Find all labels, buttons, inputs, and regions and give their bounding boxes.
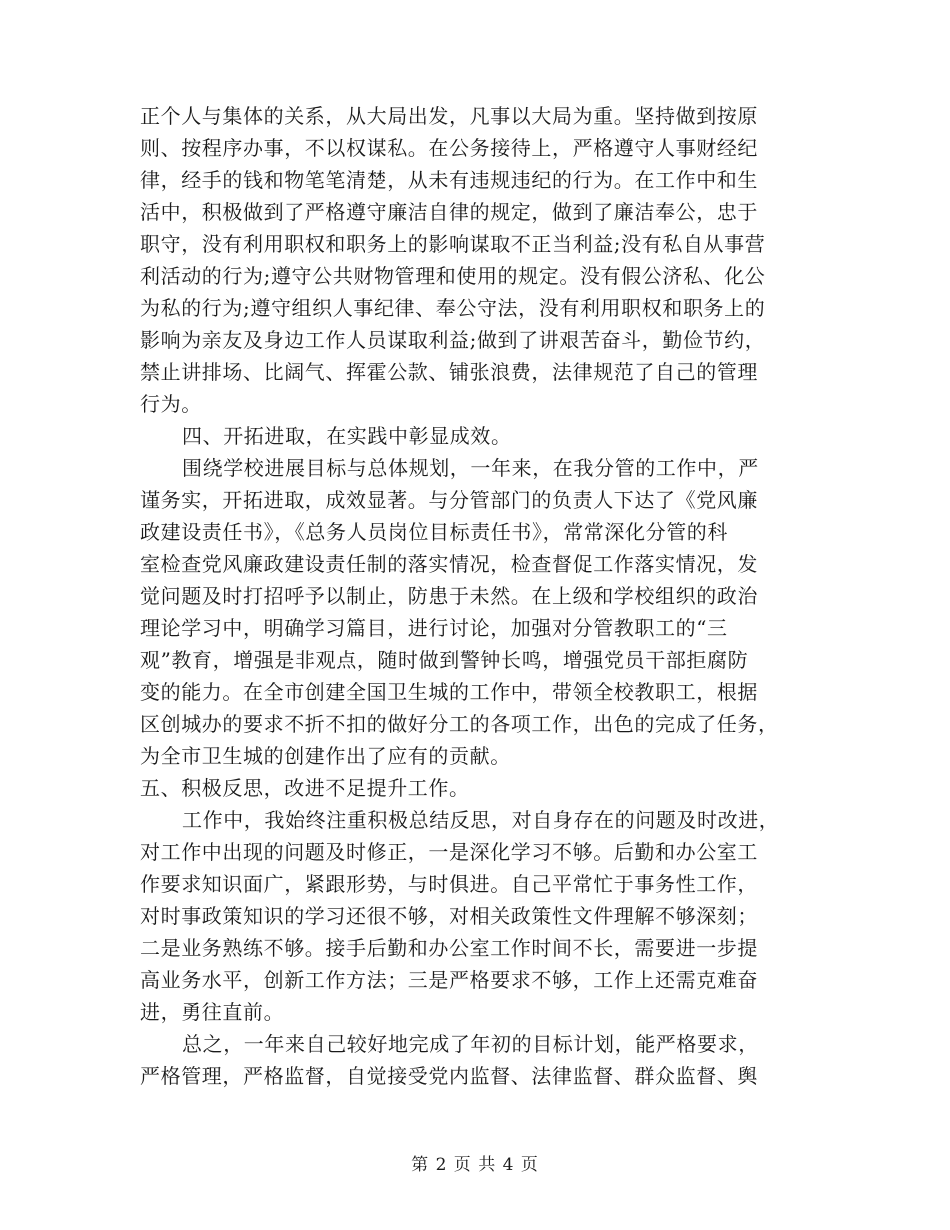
text-line: 对工作中出现的问题及时修正，一是深化学习不够。后勤和办公室工 (140, 840, 758, 864)
text-line: 职守，没有利用职权和职务上的影响谋取不正当利益;没有私自从事营 (140, 232, 766, 256)
text-line: 律，经手的钱和物笔笔清楚，从未有违规违纪的行为。在工作中和生 (140, 168, 758, 192)
text-line: 变的能力。在全市创建全国卫生城的工作中，带领全校教职工，根据 (140, 680, 758, 704)
page-footer: 第 2 页 共 4 页 (411, 1155, 539, 1175)
text-line: 行为。 (140, 392, 202, 416)
text-line: 二是业务熟练不够。接手后勤和办公室工作时间不长，需要进一步提 (140, 936, 758, 960)
text-line: 室检查党风廉政建设责任制的落实情况，检查督促工作落实情况，发 (140, 552, 758, 576)
text-line: 围绕学校进展目标与总体规划，一年来，在我分管的工作中，严 (182, 456, 759, 480)
text-line: 活中，积极做到了严格遵守廉洁自律的规定，做到了廉洁奉公，忠于 (140, 200, 758, 224)
text-line: 四、开拓进取，在实践中彰显成效。 (182, 424, 512, 448)
document-body (140, 100, 810, 1092)
text-line: 理论学习中，明确学习篇目，进行讨论，加强对分管教职工的“三 (140, 616, 728, 640)
text-line: 利活动的行为;遵守公共财物管理和使用的规定。没有假公济私、化公 (140, 264, 766, 288)
text-line: 观”教育，增强是非观点，随时做到警钟长鸣，增强党员干部拒腐防 (140, 648, 749, 672)
text-line: 进，勇往直前。 (140, 1000, 285, 1024)
text-line: 觉问题及时打招呼予以制止，防患于未然。在上级和学校组织的政治 (140, 584, 758, 608)
text-line: 工作中，我始终注重积极总结反思，对自身存在的问题及时改进， (182, 808, 780, 832)
text-line: 影响为亲友及身边工作人员谋取利益;做到了讲艰苦奋斗，勤俭节约， (140, 328, 766, 352)
text-line: 作要求知识面广，紧跟形势，与时俱进。自己平常忙于事务性工作， (140, 872, 758, 896)
text-line: 严格管理，严格监督，自觉接受党内监督、法律监督、群众监督、舆 (140, 1064, 758, 1088)
text-line: 高业务水平，创新工作方法；三是严格要求不够，工作上还需克难奋 (140, 968, 758, 992)
text-line: 总之，一年来自己较好地完成了年初的目标计划，能严格要求， (182, 1032, 759, 1056)
text-line: 区创城办的要求不折不扣的做好分工的各项工作，出色的完成了任务， (140, 712, 779, 736)
text-line: 为私的行为;遵守组织人事纪律、奉公守法，没有利用职权和职务上的 (140, 296, 766, 320)
text-line: 为全市卫生城的创建作出了应有的贡献。 (140, 744, 511, 768)
text-line: 则、按程序办事，不以权谋私。在公务接待上，严格遵守人事财经纪 (140, 136, 758, 160)
text-line: 对时事政策知识的学习还很不够，对相关政策性文件理解不够深刻； (140, 904, 758, 928)
text-line: 正个人与集体的关系，从大局出发，凡事以大局为重。坚持做到按原 (140, 104, 758, 128)
text-line: 谨务实，开拓进取，成效显著。与分管部门的负责人下达了《党风廉 (140, 488, 758, 512)
text-line: 五、积极反思，改进不足提升工作。 (140, 776, 470, 800)
text-line: 政建设责任书》，《总务人员岗位目标责任书》，常常深化分管的科 (140, 520, 728, 544)
text-line: 禁止讲排场、比阔气、挥霍公款、铺张浪费，法律规范了自己的管理 (140, 360, 758, 384)
